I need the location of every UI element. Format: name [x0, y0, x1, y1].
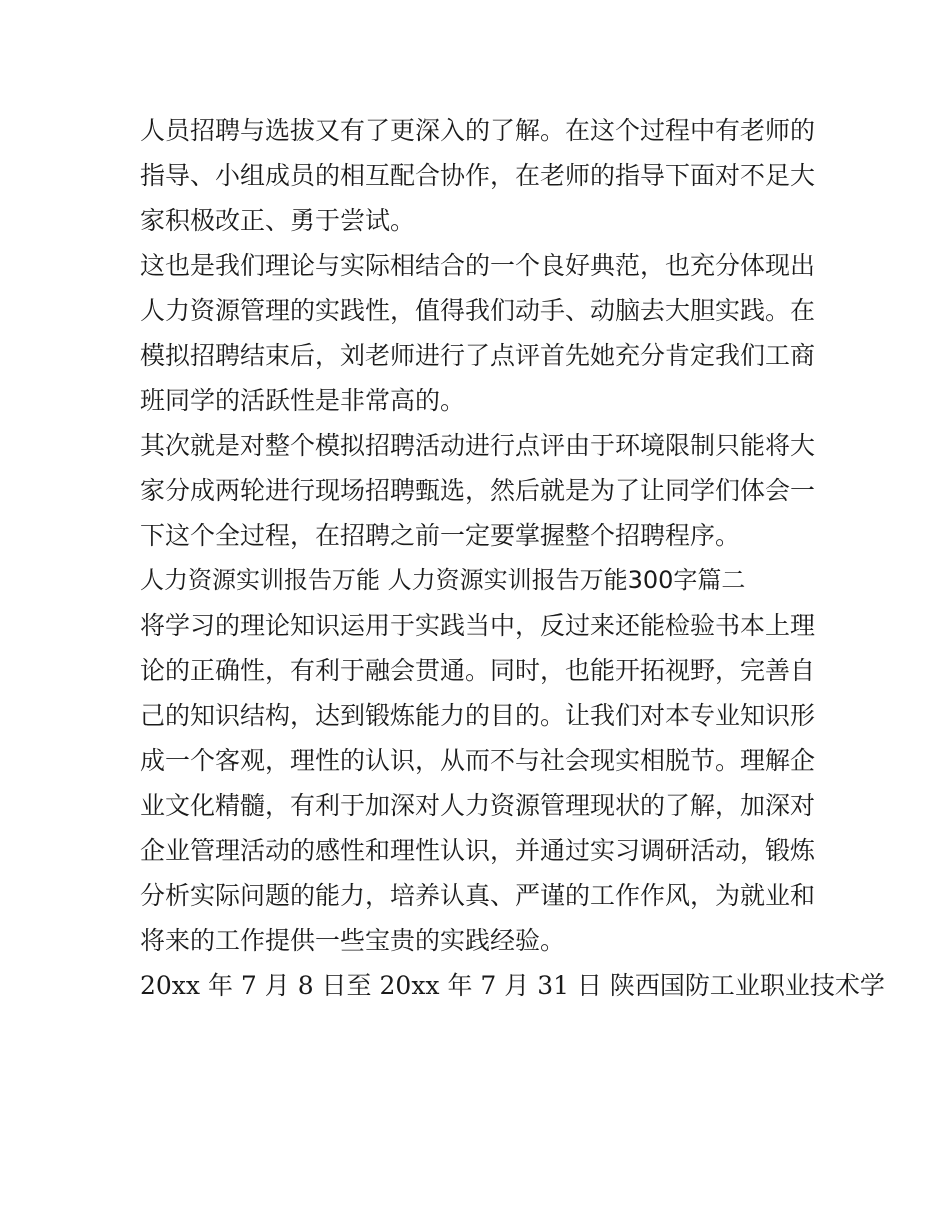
text-line: 将学习的理论知识运用于实践当中，反过来还能检验书本上理 — [140, 611, 816, 640]
text-line: 分析实际问题的能力，培养认真、严谨的工作作风，为就业和 — [140, 881, 816, 910]
text-line: 模拟招聘结束后，刘老师进行了点评首先她充分肯定我们工商 — [140, 341, 816, 370]
text-line: 其次就是对整个模拟招聘活动进行点评由于环境限制只能将大 — [140, 431, 816, 460]
paragraph — [140, 423, 820, 558]
text-line: 下这个全过程，在招聘之前一定要掌握整个招聘程序。 — [140, 521, 741, 550]
text-line: 家分成两轮进行现场招聘甄选，然后就是为了让同学们体会一 — [140, 476, 816, 505]
text-line: 成一个客观，理性的认识，从而不与社会现实相脱节。理解企 — [140, 746, 816, 775]
text-line: 20xx 年 7 月 8 日至 20xx 年 7 月 31 日 陕西国防工业职业技术学 — [140, 971, 885, 1000]
text-line: 业文化精髓，有利于加深对人力资源管理现状的了解，加深对 — [140, 791, 816, 820]
paragraph — [140, 963, 885, 1008]
paragraph — [140, 603, 820, 963]
text-line: 企业管理活动的感性和理性认识，并通过实习调研活动，锻炼 — [140, 836, 816, 865]
text-line: 己的知识结构，达到锻炼能力的目的。让我们对本专业知识形 — [140, 701, 816, 730]
text-line: 班同学的活跃性是非常高的。 — [140, 386, 466, 415]
text-line: 论的正确性，有利于融会贯通。同时，也能开拓视野，完善自 — [140, 656, 816, 685]
text-line: 人力资源管理的实践性，值得我们动手、动脑去大胆实践。在 — [140, 296, 816, 325]
text-line: 家积极改正、勇于尝试。 — [140, 206, 416, 235]
text-line: 指导、小组成员的相互配合协作，在老师的指导下面对不足大 — [140, 161, 816, 190]
paragraph — [140, 243, 820, 423]
text-line: 将来的工作提供一些宝贵的实践经验。 — [140, 926, 566, 955]
section-heading: 人力资源实训报告万能 人力资源实训报告万能300字篇二 — [140, 566, 746, 594]
text-line: 这也是我们理论与实际相结合的一个良好典范，也充分体现出 — [140, 251, 816, 280]
document-body — [140, 108, 885, 1008]
text-line: 人员招聘与选拔又有了更深入的了解。在这个过程中有老师的 — [140, 116, 816, 145]
paragraph — [140, 108, 820, 243]
